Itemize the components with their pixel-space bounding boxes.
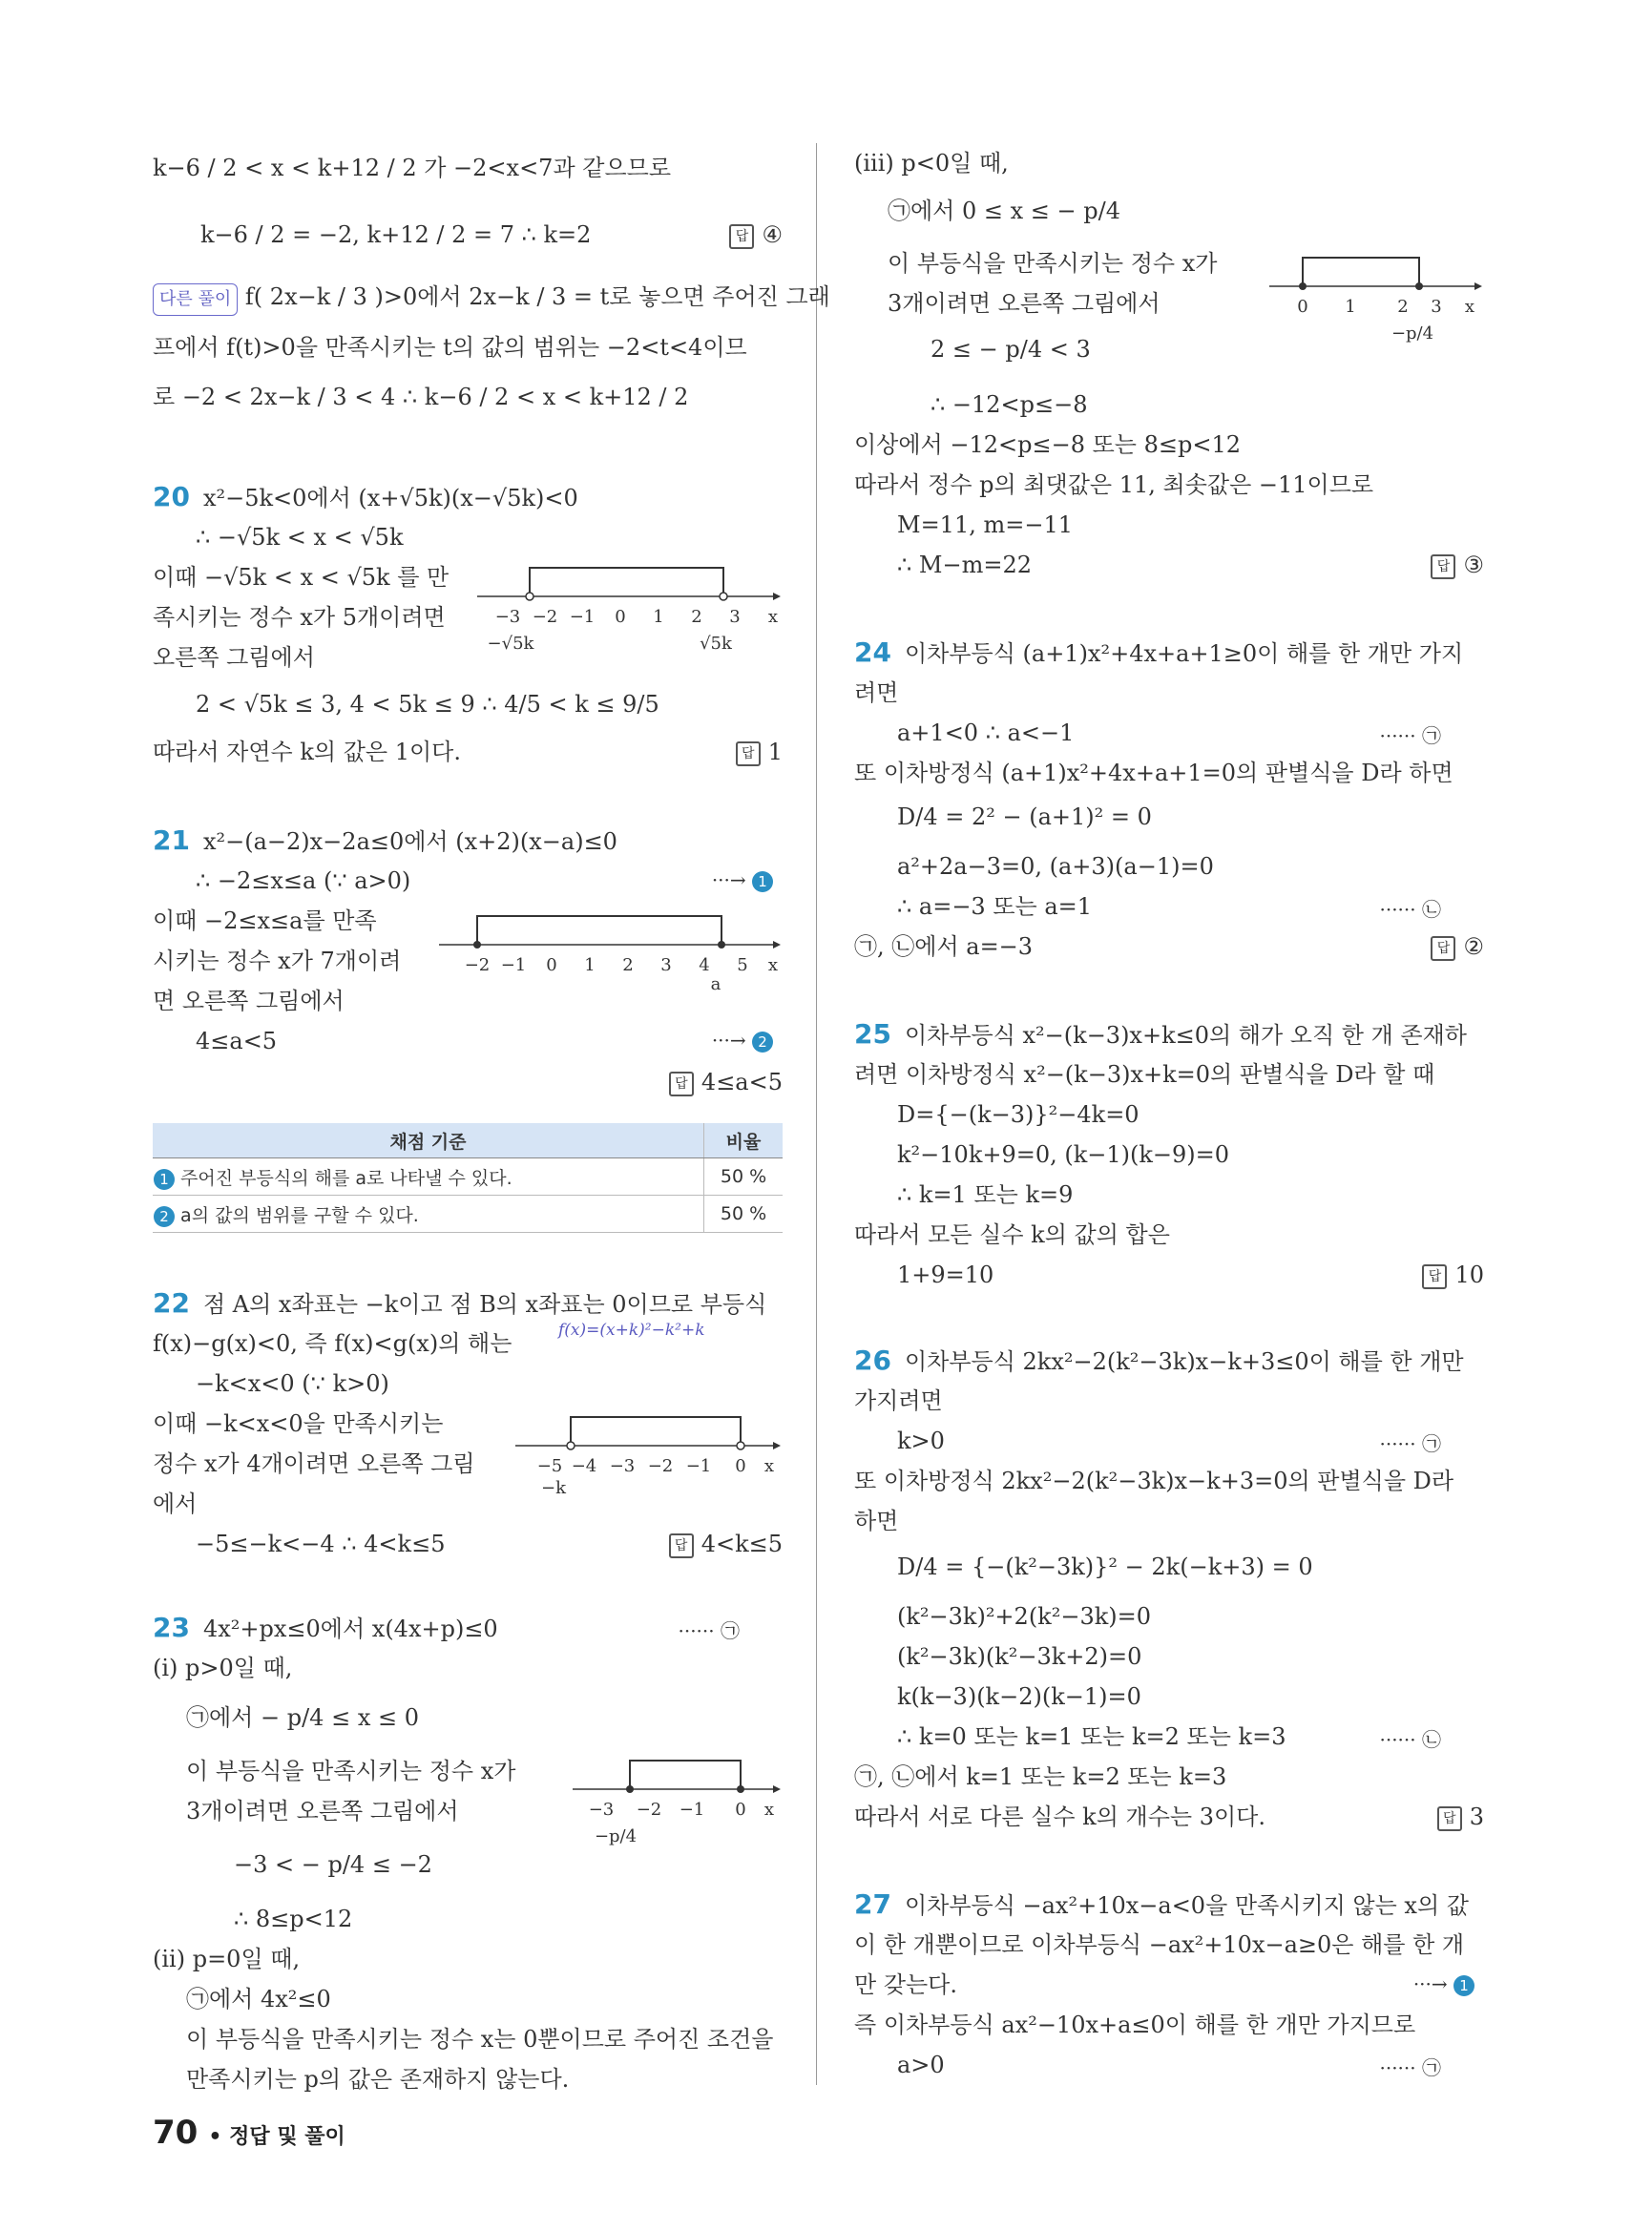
tick-label: 2 — [622, 955, 634, 975]
text-line: f(x)−g(x)<0, 즉 f(x)<g(x)의 해는 — [153, 1330, 512, 1357]
point-label: −k — [541, 1478, 566, 1498]
text-line: 3개이려면 오른쪽 그림에서 — [888, 290, 1161, 317]
text-line: 하면 — [854, 1508, 899, 1534]
tick-label: 4 — [699, 955, 710, 975]
tick-label: 3 — [729, 607, 741, 627]
problem-number: 25 — [854, 1018, 891, 1050]
text-line: ㉠에서 4x²≤0 — [186, 1986, 331, 2012]
tick-label: −3 — [609, 1456, 636, 1476]
text-line: 면 오른쪽 그림에서 — [153, 988, 345, 1014]
tick-label: 0 — [735, 1456, 746, 1476]
tick-label: −1 — [685, 1456, 712, 1476]
problem-26-line: 26 이차부등식 2kx²−2(k²−3k)x−k+3≤0이 해를 한 개만 — [854, 1345, 1464, 1376]
text-line: 족시키는 정수 x가 5개이려면 — [153, 604, 446, 631]
text-line: 시키는 정수 x가 7개이려 — [153, 948, 402, 974]
text-line: 따라서 정수 p의 최댓값은 11, 최솟값은 −11이므로 — [854, 471, 1374, 498]
answer-icon: 답 — [1437, 1806, 1462, 1831]
problem-number: 20 — [153, 481, 190, 512]
problem-25-line: 25 이차부등식 x²−(k−3)x+k≤0의 해가 오직 한 개 존재하 — [854, 1018, 1467, 1050]
text-line: 이 부등식을 만족시키는 정수 x가 — [888, 250, 1218, 277]
answer-icon: 답 — [1431, 936, 1455, 961]
text-line: M=11, m=−11 — [897, 511, 1073, 538]
text-line: k²−10k+9=0, (k−1)(k−9)=0 — [897, 1141, 1230, 1168]
tick-label: 1 — [584, 955, 596, 975]
tick-label: −1 — [679, 1800, 705, 1820]
text-line: D/4 = 2² − (a+1)² = 0 — [897, 803, 1152, 830]
tick-label: x — [1464, 297, 1475, 317]
tick-label: x — [767, 955, 779, 975]
text-line: k−6 / 2 < x < k+12 / 2 가 −2<x<7과 같으므로 — [153, 155, 672, 181]
answer-mark: 답 3 — [1437, 1804, 1484, 1831]
text-line: ∴ k=1 또는 k=9 — [897, 1181, 1074, 1208]
grading-header: 비율 — [704, 1123, 784, 1158]
tick-label: −5 — [536, 1456, 563, 1476]
text-line: 프에서 f(t)>0을 만족시키는 t의 값의 범위는 −2<t<4이므 — [153, 334, 747, 361]
text-line: D/4 = {−(k²−3k)}² − 2k(−k+3) = 0 — [897, 1553, 1313, 1580]
text-line: ∴ a=−3 또는 a=1 — [897, 893, 1093, 920]
answer-mark: 답 4<k≤5 — [669, 1531, 783, 1558]
text-line: 이때 −k<x<0을 만족시키는 — [153, 1410, 444, 1437]
text-line: a>0 — [897, 2052, 945, 2078]
tick-label: 3 — [1431, 297, 1442, 317]
answer-mark: 답 4≤a<5 — [669, 1069, 783, 1096]
text-line: a²+2a−3=0, (a+3)(a−1)=0 — [897, 853, 1214, 880]
text-line: 이상에서 −12<p≤−8 또는 8≤p<12 — [854, 431, 1241, 458]
equation-marker: ······ ㉠ — [1379, 2056, 1441, 2079]
point-label: −√5k — [487, 634, 534, 654]
problem-23-line: 23 4x²+px≤0에서 x(4x+p)≤0 — [153, 1612, 498, 1643]
text-line: 려면 — [854, 679, 899, 706]
text-line: 이때 −2≤x≤a를 만족 — [153, 907, 377, 934]
tick-label: −2 — [464, 955, 491, 975]
text-line: −5≤−k<−4 ∴ 4<k≤5 — [196, 1531, 446, 1557]
problem-24-line: 24 이차부등식 (a+1)x²+4x+a+1≥0이 해를 한 개만 가지 — [854, 636, 1464, 668]
tick-label: −1 — [500, 955, 527, 975]
text-line: ∴ M−m=22 — [897, 552, 1032, 578]
text-line: 2 ≤ − p/4 < 3 — [931, 336, 1091, 363]
problem-number: 22 — [153, 1287, 190, 1319]
text-line: −k<x<0 (∵ k>0) — [196, 1370, 389, 1397]
footer-title: • 정답 및 풀이 — [208, 2125, 345, 2149]
problem-number: 26 — [854, 1345, 891, 1376]
text-line: (ii) p=0일 때, — [153, 1946, 301, 1972]
tick-label: 0 — [615, 607, 626, 627]
step-marker: ···→ 1 — [712, 868, 773, 892]
text-line: 3개이려면 오른쪽 그림에서 — [186, 1798, 459, 1824]
tick-label: 0 — [735, 1800, 746, 1820]
answer-icon: 답 — [1431, 554, 1455, 579]
text-line: 따라서 자연수 k의 값은 1이다. — [153, 739, 461, 765]
tick-label: −1 — [569, 607, 596, 627]
text-line: 4≤a<5 — [196, 1028, 278, 1054]
text-line: 려면 이차방정식 x²−(k−3)x+k=0의 판별식을 D라 할 때 — [854, 1061, 1435, 1088]
text-line: 로 −2 < 2x−k / 3 < 4 ∴ k−6 / 2 < x < k+12 / 2 — [153, 384, 689, 410]
tick-label: 1 — [1345, 297, 1356, 317]
tick-label: 3 — [660, 955, 672, 975]
tick-label: −4 — [571, 1456, 597, 1476]
equation-marker: ······ ㉡ — [1379, 898, 1441, 921]
text-line: (k²−3k)²+2(k²−3k)=0 — [897, 1603, 1152, 1630]
text-line: k>0 — [897, 1428, 945, 1454]
text-line: 또 이차방정식 (a+1)x²+4x+a+1=0의 판별식을 D라 하면 — [854, 760, 1453, 786]
text-line: 만족시키는 p의 값은 존재하지 않는다. — [186, 2066, 570, 2093]
equation-marker: ······ ㉠ — [1379, 724, 1441, 747]
number-line-23a — [573, 1746, 783, 1851]
text-line: 이 한 개뿐이므로 이차부등식 −ax²+10x−a≥0은 해를 한 개 — [854, 1931, 1465, 1958]
text-line: 이때 −√5k < x < √5k 를 만 — [153, 564, 450, 591]
text-line: ∴ −12<p≤−8 — [931, 391, 1088, 418]
step-number: 1 — [154, 1169, 175, 1190]
tick-label: 5 — [737, 955, 748, 975]
text-line: 즉 이차부등식 ax²−10x+a≤0이 해를 한 개만 가지므로 — [854, 2012, 1416, 2038]
step-number: 2 — [154, 1206, 175, 1227]
text-line: 2 < √5k ≤ 3, 4 < 5k ≤ 9 ∴ 4/5 < k ≤ 9/5 — [196, 691, 659, 718]
text-line: 따라서 모든 실수 k의 값의 합은 — [854, 1221, 1170, 1248]
tick-label: −2 — [636, 1800, 662, 1820]
text-line: ∴ −2≤x≤a (∵ a>0) — [196, 867, 411, 894]
text-line: ∴ −√5k < x < √5k — [196, 524, 404, 551]
text-line: 따라서 서로 다른 실수 k의 개수는 3이다. — [854, 1804, 1265, 1830]
table-row: 2 a의 값의 범위를 구할 수 있다. 50 % — [153, 1196, 783, 1233]
annotation-note: f(x)=(x+k)²−k²+k — [558, 1321, 705, 1340]
tick-label: x — [763, 1456, 775, 1476]
number-line-21 — [439, 902, 783, 997]
number-line-20 — [477, 553, 783, 658]
page-number: 70 — [153, 2114, 199, 2152]
equation-marker: ······ ㉠ — [678, 1619, 740, 1642]
text-line: 오른쪽 그림에서 — [153, 644, 315, 671]
equation-marker: ······ ㉠ — [1379, 1432, 1441, 1455]
table-row: 1 주어진 부등식의 해를 a로 나타낼 수 있다. 50 % — [153, 1158, 783, 1196]
text-line: (i) p>0일 때, — [153, 1655, 293, 1681]
problem-number: 23 — [153, 1612, 190, 1643]
problem-20-line: 20 x²−5k<0에서 (x+√5k)(x−√5k)<0 — [153, 481, 578, 512]
tick-label: x — [763, 1800, 775, 1820]
equation-marker: ······ ㉡ — [1379, 1728, 1441, 1751]
answer-mark: 답 10 — [1422, 1261, 1484, 1289]
problem-22-line: 22 점 A의 x좌표는 −k이고 점 B의 x좌표는 0이므로 부등식 — [153, 1287, 767, 1319]
tick-label: −2 — [532, 607, 558, 627]
column-divider — [816, 143, 817, 2085]
answer-mark: 답 ③ — [1431, 552, 1484, 579]
text-line: k−6 / 2 = −2, k+12 / 2 = 7 ∴ k=2 — [200, 221, 592, 248]
answer-mark: 답 1 — [736, 739, 783, 766]
number-line-22 — [515, 1403, 783, 1498]
problem-number: 27 — [854, 1888, 891, 1920]
text-line: −3 < − p/4 ≤ −2 — [234, 1851, 432, 1878]
answer-icon: 답 — [736, 741, 761, 766]
text-line: 만 갖는다. — [854, 1971, 957, 1998]
tick-label: x — [767, 607, 779, 627]
text-line: D={−(k−3)}²−4k=0 — [897, 1101, 1140, 1128]
text-line: k(k−3)(k−2)(k−1)=0 — [897, 1683, 1141, 1710]
tick-label: −3 — [588, 1800, 615, 1820]
tick-label: 2 — [1397, 297, 1409, 317]
point-label: −p/4 — [1391, 323, 1434, 344]
grading-table — [153, 1123, 783, 1233]
text-line: (k²−3k)(k²−3k+2)=0 — [897, 1643, 1142, 1670]
grading-header: 채점 기준 — [153, 1123, 704, 1158]
text-line: ㉠, ㉡에서 k=1 또는 k=2 또는 k=3 — [854, 1763, 1227, 1790]
text-line: ∴ k=0 또는 k=1 또는 k=2 또는 k=3 — [897, 1723, 1286, 1750]
text-line: 이 부등식을 만족시키는 정수 x는 0뿐이므로 주어진 조건을 — [186, 2026, 774, 2053]
text-line: (iii) p<0일 때, — [854, 150, 1009, 177]
answer-mark: 답 ④ — [729, 221, 783, 249]
text-line: ㉠, ㉡에서 a=−3 — [854, 933, 1034, 960]
step-marker: ···→ 1 — [1413, 1972, 1474, 1996]
problem-21-line: 21 x²−(a−2)x−2a≤0에서 (x+2)(x−a)≤0 — [153, 824, 617, 856]
page-footer — [153, 2114, 345, 2152]
tick-label: 1 — [653, 607, 664, 627]
text-line: 다른 풀이 f( 2x−k / 3 )>0에서 2x−k / 3 = t로 놓으면 주어진 그래 — [153, 281, 830, 316]
answer-icon: 답 — [669, 1072, 694, 1096]
text-line: 1+9=10 — [897, 1261, 994, 1288]
number-line-23b — [1269, 243, 1484, 348]
step-marker: ···→ 2 — [712, 1029, 773, 1053]
text-line: ㉠에서 − p/4 ≤ x ≤ 0 — [186, 1704, 419, 1731]
point-label: −p/4 — [594, 1826, 638, 1846]
answer-icon: 답 — [729, 224, 754, 249]
tick-label: −3 — [494, 607, 521, 627]
point-label: √5k — [700, 634, 732, 654]
point-label: a — [710, 974, 721, 994]
text-line: a+1<0 ∴ a<−1 — [897, 719, 1075, 746]
text-line: ㉠에서 0 ≤ x ≤ − p/4 — [888, 198, 1120, 224]
answer-icon: 답 — [669, 1533, 694, 1558]
tick-label: 2 — [691, 607, 702, 627]
problem-27-line: 27 이차부등식 −ax²+10x−a<0을 만족시키지 않는 x의 값 — [854, 1888, 1469, 1920]
alt-solution-tag: 다른 풀이 — [153, 283, 238, 316]
answer-mark: 답 ② — [1431, 933, 1484, 961]
text-line: 가지려면 — [854, 1387, 943, 1414]
text-line: 정수 x가 4개이려면 오른쪽 그림 — [153, 1450, 475, 1477]
text-line: ∴ 8≤p<12 — [234, 1906, 353, 1932]
answer-icon: 답 — [1422, 1264, 1447, 1289]
tick-label: 0 — [1297, 297, 1308, 317]
tick-label: 0 — [546, 955, 557, 975]
problem-number: 21 — [153, 824, 190, 856]
text-line: 이 부등식을 만족시키는 정수 x가 — [186, 1758, 516, 1784]
text-line: 에서 — [153, 1491, 198, 1517]
problem-number: 24 — [854, 636, 891, 668]
tick-label: −2 — [647, 1456, 674, 1476]
text-line: 또 이차방정식 2kx²−2(k²−3k)x−k+3=0의 판별식을 D라 — [854, 1468, 1454, 1494]
